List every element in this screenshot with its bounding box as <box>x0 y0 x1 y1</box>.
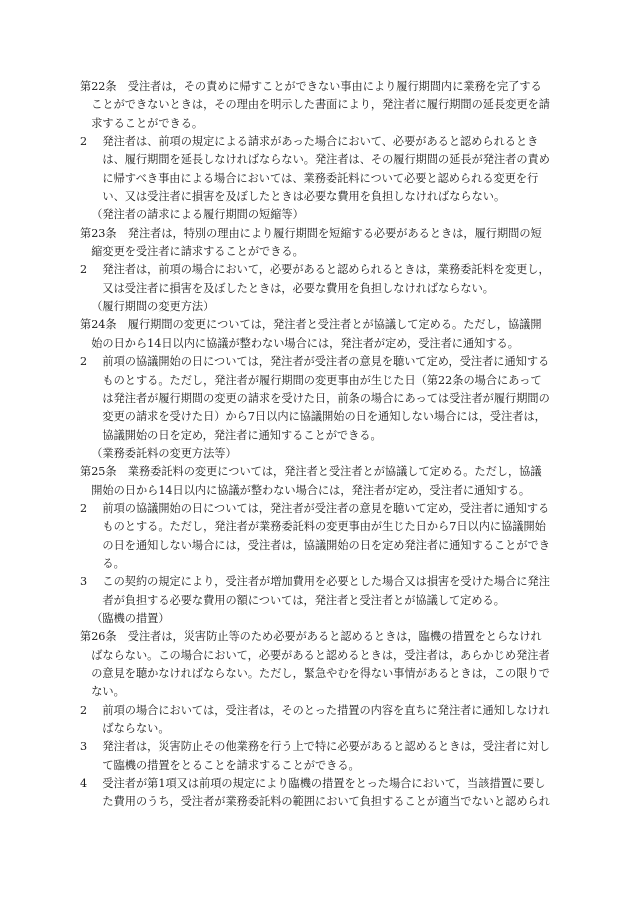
paragraph-text: （臨機の措置） <box>91 611 170 625</box>
clause-number: 2 <box>80 135 88 149</box>
clause-number: 3 <box>80 740 88 754</box>
clause-number: 2 <box>80 703 88 717</box>
article-paragraph <box>80 225 552 262</box>
paragraph-text: 第22条 受注者は，その責めに帰すことができない事由により履行期間内に業務を完了することができないときは，その理由を明示した書面により，発注者に履行期間の延長変更を請求することができる。 <box>80 80 550 130</box>
article-paragraph <box>80 316 552 353</box>
document-page <box>80 78 552 812</box>
clause-number: 4 <box>80 777 88 791</box>
paragraph-text: 受注者が第1項又は前項の規定により臨機の措置をとった場合において，当該措置に要した費用のうち，受注者が業務委託料の範囲において負担することが適当でないと認められ <box>102 777 550 809</box>
clause-paragraph <box>80 353 552 445</box>
article-heading <box>80 298 552 316</box>
clause-number: 2 <box>80 263 88 277</box>
paragraph-text: 前項の協議開始の日については，発注者が受注者の意見を聴いて定め，受注者に通知するものとする。ただし，発注者が履行期間の変更事由が生じた日（第22条の場合にあっては発注者が履行期間の変更の請求を受けた日，前条の場合にあっては受注者が履行期間の変更の請求を受けた日）から7日以内に協議開始の日を通知しない場合には，受注者は，協議開始の日を定め，発注者に通知することができる。 <box>102 355 550 442</box>
article-heading <box>80 445 552 463</box>
paragraph-text: 前項の場合においては，受注者は，そのとった措置の内容を直ちに発注者に通知しなければならない。 <box>102 703 550 736</box>
paragraph-text: 発注者は，災害防止その他業務を行う上で特に必要があると認めるときは，受注者に対して臨機の措置をとることを請求することができる。 <box>102 740 550 772</box>
article-heading <box>80 610 552 628</box>
paragraph-text: 第24条 履行期間の変更については，発注者と受注者とが協議して定める。ただし，協議開始の日から14日以内に協議が整わない場合には，発注者が定め，受注者に通知する。 <box>80 318 542 350</box>
clause-paragraph <box>80 702 552 739</box>
clause-paragraph <box>80 775 552 812</box>
paragraph-text: （発注者の請求による履行期間の短縮等） <box>91 208 304 222</box>
clause-paragraph <box>80 573 552 610</box>
article-paragraph <box>80 628 552 701</box>
article-paragraph <box>80 463 552 500</box>
paragraph-text: 第23条 発注者は，特別の理由により履行期間を短縮する必要があるときは，履行期間の短縮変更を受注者に請求することができる。 <box>80 226 542 259</box>
paragraph-text: 前項の協議開始の日については，発注者が受注者の意見を聴いて定め，受注者に通知するものとする。ただし，発注者が業務委託料の変更事由が生じた日から7日以内に協議開始の日を通知しない場合には，受注者は，協議開始の日を定め発注者に通知することができる。 <box>102 501 550 570</box>
paragraph-text: 発注者は、前項の規定による請求があった場合において、必要があると認められるときは、履行期間を延長しなければならない。発注者は、その履行期間の延長が発注者の責めに帰すべき事由による場合においては、業務委託料について必要と認められる変更を行い、又は受注者に損害を及ぼしたときは必要な費用を負担しなければならない。 <box>102 135 550 204</box>
article-paragraph <box>80 78 552 133</box>
clause-number: 3 <box>80 575 88 589</box>
clause-number: 2 <box>80 355 88 369</box>
paragraph-text: 第25条 業務委託料の変更については，発注者と受注者とが協議して定める。ただし，協議開始の日から14日以内に協議が整わない場合には，発注者が定め，受注者に通知する。 <box>80 465 542 497</box>
clause-paragraph <box>80 261 552 298</box>
clause-paragraph <box>80 133 552 206</box>
paragraph-text: （業務委託料の変更方法等） <box>91 446 237 460</box>
paragraph-text: （履行期間の変更方法） <box>91 300 215 314</box>
paragraph-text: 発注者は，前項の場合において，必要があると認められるときは，業務委託料を変更し，又は受注者に損害を及ぼしたときは，必要な費用を負担しなければならない。 <box>102 263 550 295</box>
clause-number: 2 <box>80 501 88 515</box>
clause-paragraph <box>80 500 552 573</box>
clause-paragraph <box>80 738 552 775</box>
paragraph-text: この契約の規定により，受注者が増加費用を必要とした場合又は損害を受けた場合に発注者が負担する必要な費用の額については，発注者と受注者とが協議して定める。 <box>102 575 550 607</box>
paragraph-text: 第26条 受注者は，災害防止等のため必要があると認めるときは，臨機の措置をとらなければならない。この場合において，必要があると認めるときは，受注者は，あらかじめ発注者の意見を聴かなければならない。ただし，緊急やむを得ない事情があるときは，この限りでない。 <box>80 630 550 699</box>
article-heading <box>80 206 552 224</box>
